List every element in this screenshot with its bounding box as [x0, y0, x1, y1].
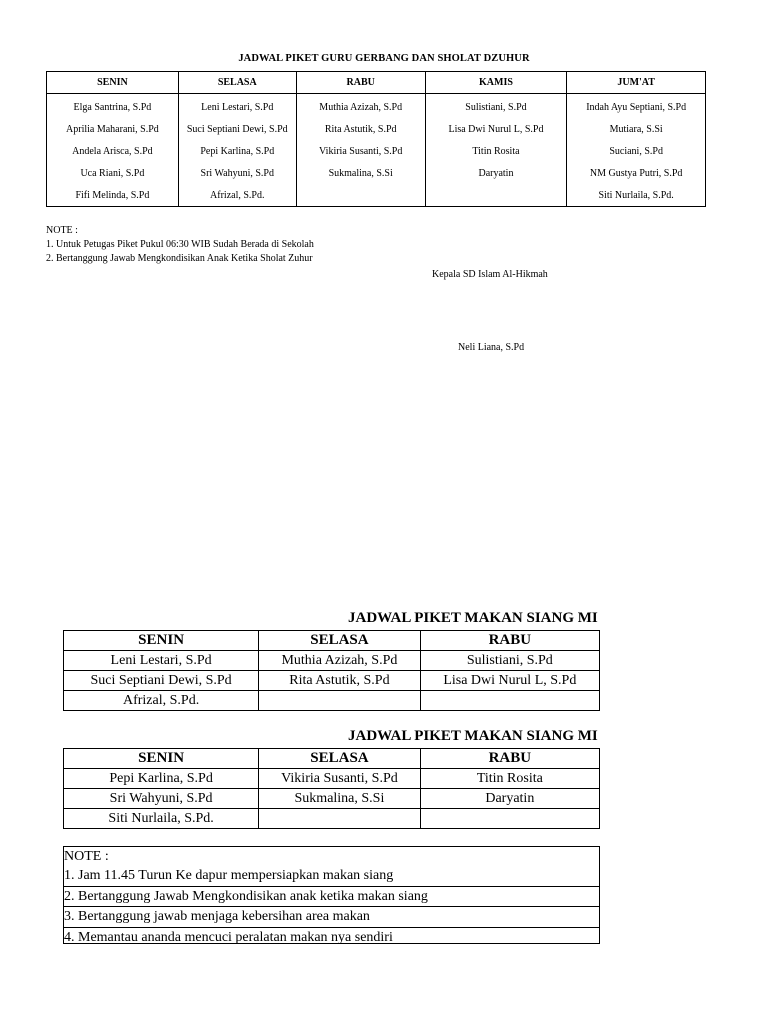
- table-cell: Afrizal, S.Pd.: [178, 184, 296, 207]
- column-header: JUM'AT: [567, 72, 706, 94]
- table-cell: [425, 184, 567, 207]
- piket-gerbang-table: [46, 71, 706, 207]
- table-cell: [420, 691, 599, 711]
- table-cell: Muthia Azizah, S.Pd: [296, 94, 425, 119]
- note-label: NOTE :: [46, 225, 78, 236]
- table-header-row: [47, 72, 706, 94]
- table-header-row: [64, 749, 600, 769]
- section-title-clip: [348, 610, 600, 630]
- section-title: JADWAL PIKET MAKAN SIANG MI: [348, 610, 598, 626]
- section-title: JADWAL PIKET MAKAN SIANG MI: [348, 728, 598, 744]
- table-cell: Vikiria Susanti, S.Pd: [296, 140, 425, 162]
- note-item: 1. Jam 11.45 Turun Ke dapur mempersiapkan makan siang: [64, 866, 599, 886]
- table-row: [47, 140, 706, 162]
- column-header: SENIN: [64, 631, 259, 651]
- table-row: [64, 651, 600, 671]
- signatory-name: Neli Liana, S.Pd: [458, 342, 525, 353]
- column-header: SENIN: [64, 749, 259, 769]
- table-row: [47, 162, 706, 184]
- table-cell: NM Gustya Putri, S.Pd: [567, 162, 706, 184]
- table-cell: Titin Rosita: [420, 769, 599, 789]
- column-header: SELASA: [259, 749, 420, 769]
- column-header: RABU: [420, 749, 599, 769]
- table-cell: Rita Astutik, S.Pd: [296, 118, 425, 140]
- table-cell: Uca Riani, S.Pd: [47, 162, 179, 184]
- table-cell: Leni Lestari, S.Pd: [64, 651, 259, 671]
- note-item: 2. Bertanggung Jawab Mengkondisikan anak ketika makan siang: [64, 887, 599, 907]
- table-cell: Lisa Dwi Nurul L, S.Pd: [425, 118, 567, 140]
- note-item: 1. Untuk Petugas Piket Pukul 06:30 WIB Sudah Berada di Sekolah: [46, 239, 314, 250]
- note-item: 3. Bertanggung jawab menjaga kebersihan area makan: [64, 907, 599, 927]
- table-cell: Elga Santrina, S.Pd: [47, 94, 179, 119]
- table-header-row: [64, 631, 600, 651]
- table-cell: Muthia Azizah, S.Pd: [259, 651, 420, 671]
- table-cell: Titin Rosita: [425, 140, 567, 162]
- table-cell: Pepi Karlina, S.Pd: [64, 769, 259, 789]
- table-cell: Sulistiani, S.Pd: [425, 94, 567, 119]
- section-title-clip: [348, 728, 600, 748]
- note-item: 2. Bertanggung Jawab Mengkondisikan Anak Ketika Sholat Zuhur: [46, 253, 313, 264]
- table-cell: Fifi Melinda, S.Pd: [47, 184, 179, 207]
- table-row: [47, 184, 706, 207]
- column-header: SENIN: [47, 72, 179, 94]
- table-cell: Afrizal, S.Pd.: [64, 691, 259, 711]
- table-cell: Pepi Karlina, S.Pd: [178, 140, 296, 162]
- column-header: RABU: [296, 72, 425, 94]
- table-cell: Siti Nurlaila, S.Pd.: [64, 809, 259, 829]
- note-label: NOTE :: [64, 849, 109, 864]
- table-cell: Sukmalina, S.Si: [259, 789, 420, 809]
- table-cell: [420, 809, 599, 829]
- column-header: RABU: [420, 631, 599, 651]
- table-cell: Daryatin: [420, 789, 599, 809]
- table-cell: Suci Septiani Dewi, S.Pd: [64, 671, 259, 691]
- table-cell: Rita Astutik, S.Pd: [259, 671, 420, 691]
- page-title: JADWAL PIKET GURU GERBANG DAN SHOLAT DZUHUR: [238, 53, 530, 64]
- table-cell: Aprilia Maharani, S.Pd: [47, 118, 179, 140]
- table-row: [47, 118, 706, 140]
- table-cell: Leni Lestari, S.Pd: [178, 94, 296, 119]
- piket-makan-table-1: [63, 630, 600, 711]
- table-cell: [296, 184, 425, 207]
- table-row: [64, 769, 600, 789]
- table-cell: Suci Septiani Dewi, S.Pd: [178, 118, 296, 140]
- table-cell: Sri Wahyuni, S.Pd: [64, 789, 259, 809]
- table-cell: Indah Ayu Septiani, S.Pd: [567, 94, 706, 119]
- column-header: KAMIS: [425, 72, 567, 94]
- table-cell: Siti Nurlaila, S.Pd.: [567, 184, 706, 207]
- column-header: SELASA: [259, 631, 420, 651]
- table-cell: Lisa Dwi Nurul L, S.Pd: [420, 671, 599, 691]
- note-item: 4. Memantau ananda mencuci peralatan makan nya sendiri: [64, 929, 393, 945]
- table-cell: Suciani, S.Pd: [567, 140, 706, 162]
- table-cell: Mutiara, S.Si: [567, 118, 706, 140]
- table-row: [47, 94, 706, 119]
- signature-title: Kepala SD Islam Al-Hikmah: [432, 269, 548, 280]
- column-header: SELASA: [178, 72, 296, 94]
- table-row: [64, 789, 600, 809]
- table-row: [64, 809, 600, 829]
- table-row: [64, 691, 600, 711]
- piket-makan-table-2: [63, 748, 600, 829]
- table-cell: [259, 691, 420, 711]
- table-cell: Andela Arisca, S.Pd: [47, 140, 179, 162]
- table-row: [64, 671, 600, 691]
- note-section: [46, 224, 314, 266]
- table-cell: Vikiria Susanti, S.Pd: [259, 769, 420, 789]
- table-cell: Sri Wahyuni, S.Pd: [178, 162, 296, 184]
- table-cell: [259, 809, 420, 829]
- table-cell: Daryatin: [425, 162, 567, 184]
- table-cell: Sukmalina, S.Si: [296, 162, 425, 184]
- note-box: [63, 846, 600, 944]
- table-cell: Sulistiani, S.Pd: [420, 651, 599, 671]
